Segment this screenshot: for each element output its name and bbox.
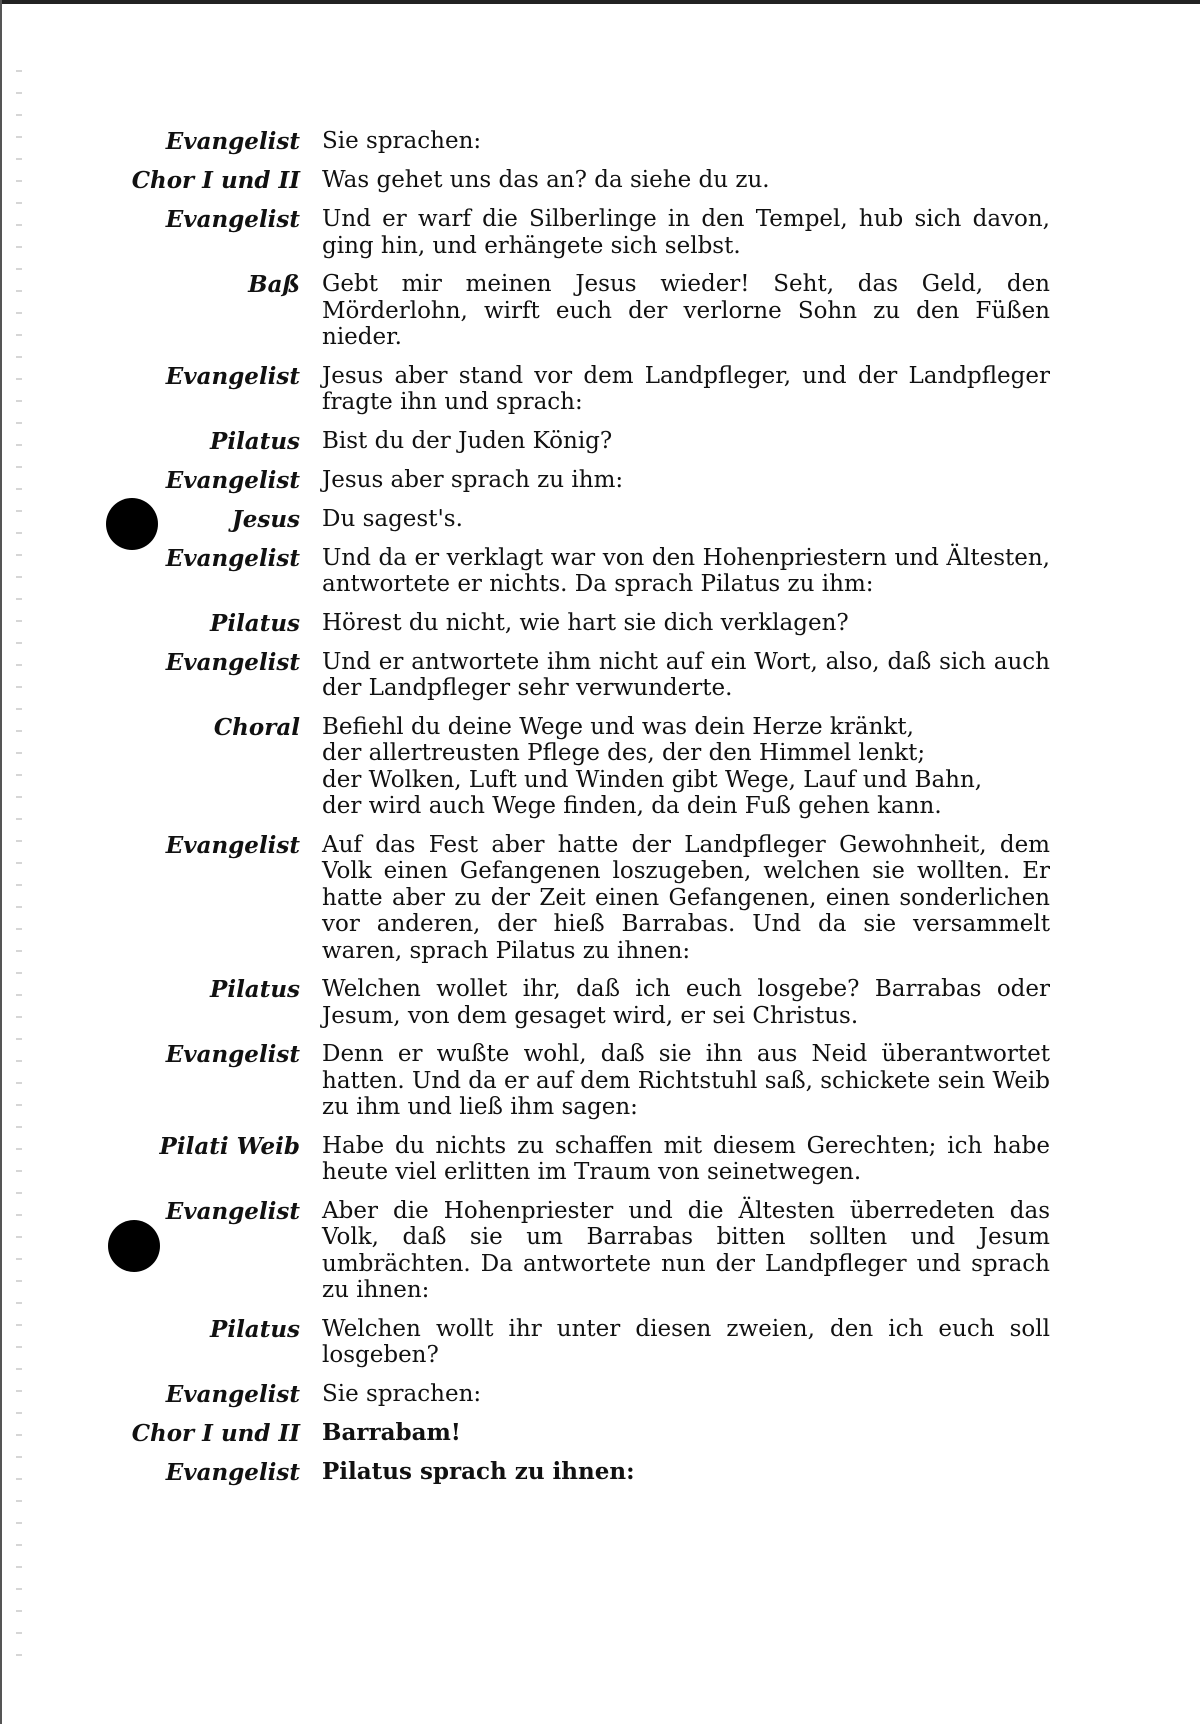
speaker-label: Evangelist <box>165 648 300 676</box>
libretto-entry <box>110 363 1050 416</box>
sung-text: Sie sprachen: <box>322 128 482 154</box>
sung-text: Und er warf die Silberlinge in den Tempel, hub sich davon, ging hin, und erhängete sich selbst. <box>322 206 1050 259</box>
speaker-label: Pilati Weib <box>159 1132 300 1160</box>
scan-specks <box>16 70 22 1670</box>
sung-text: Sie sprachen: <box>322 1380 482 1407</box>
speaker-label: Evangelist <box>165 831 300 859</box>
sung-text: Gebt mir meinen Jesus wieder! Seht, das Geld, den Mörderlohn, wirft euch der verlorne Sohn zu den Füßen nieder. <box>322 271 1050 350</box>
speaker-label: Evangelist <box>165 1041 300 1068</box>
sung-text: Was gehet uns das an? da siehe du zu. <box>322 167 770 193</box>
sung-text: Und er antwortete ihm nicht auf ein Wort, also, daß sich auch der Landpfleger sehr verwunderte. <box>322 648 1050 701</box>
speaker-label: Jesus <box>231 505 300 533</box>
speaker-label: Evangelist <box>165 1380 300 1408</box>
libretto-entry <box>110 1198 1050 1304</box>
libretto-entry <box>110 714 1050 820</box>
sung-text: Du sagest's. <box>322 505 463 532</box>
libretto-entry <box>110 1420 1050 1447</box>
libretto-entry <box>110 1459 1050 1486</box>
libretto-entry <box>110 832 1050 965</box>
speaker-label: Evangelist <box>165 544 300 572</box>
speaker-label: Evangelist <box>165 1458 300 1486</box>
page-left-edge <box>0 0 2 1724</box>
libretto-entry <box>110 1041 1050 1121</box>
sung-text: Jesus aber stand vor dem Landpfleger, und der Landpfleger fragte ihn und sprach: <box>322 362 1050 415</box>
sung-text: Jesus aber sprach zu ihm: <box>322 466 624 493</box>
choral-text: Befiehl du deine Wege und was dein Herze kränkt, der allertreusten Pflege des, der den Himmel lenkt; der Wolken, Luft und Winden gibt Wege, Lauf und Bahn, der wird auch Wege finden, da dein Fuß gehen kann. <box>322 713 983 819</box>
page-top-edge <box>0 0 1200 4</box>
speaker-label: Evangelist <box>165 1197 300 1225</box>
libretto-entry <box>110 128 1050 155</box>
libretto-entry <box>110 506 1050 533</box>
sung-text: Und da er verklagt war von den Hohenpriestern und Ältesten, antwortete er nichts. Da sprach Pilatus zu ihm: <box>322 544 1050 597</box>
sung-text: Welchen wollet ihr, daß ich euch losgebe? Barrabas oder Jesum, von dem gesaget wird, er sei Christus. <box>322 976 1050 1029</box>
libretto-entry <box>110 545 1050 598</box>
speaker-label: Pilatus <box>210 1315 300 1343</box>
libretto-text <box>110 128 1050 1498</box>
libretto-entry <box>110 428 1050 455</box>
speaker-label: Evangelist <box>165 128 300 155</box>
libretto-entry <box>110 167 1050 194</box>
libretto-entry <box>110 467 1050 494</box>
sung-text: Aber die Hohenpriester und die Ältesten überredeten das Volk, daß sie um Barrabas bitten sollten und Jesum umbrächten. Da antwortete nun der Landpfleger und sprach zu ihnen: <box>322 1197 1050 1303</box>
speaker-label: Pilatus <box>210 976 300 1003</box>
speaker-label: Choral <box>213 713 300 741</box>
libretto-entry <box>110 1316 1050 1369</box>
speaker-label: Pilatus <box>210 609 300 637</box>
sung-text: Barrabam! <box>322 1418 461 1446</box>
sung-text: Denn er wußte wohl, daß sie ihn aus Neid überantwortet hatten. Und da er auf dem Richtstuhl saß, schickete sein Weib zu ihm und ließ ihm sagen: <box>322 1041 1051 1120</box>
libretto-entry <box>110 271 1050 351</box>
sung-text: Bist du der Juden König? <box>322 427 613 454</box>
libretto-entry <box>110 976 1050 1029</box>
sung-text: Auf das Fest aber hatte der Landpfleger Gewohnheit, dem Volk einen Gefangenen loszugeben, welchen sie wollten. Er hatte aber zu der Zeit einen Gefangenen, einen sonderlichen vor anderen, der hieß Barrabas. Und da sie versammelt waren, sprach Pilatus zu ihnen: <box>322 831 1050 964</box>
speaker-label: Evangelist <box>165 206 300 233</box>
speaker-label: Pilatus <box>210 427 300 455</box>
libretto-entry <box>110 610 1050 637</box>
speaker-label: Chor I und II <box>131 1419 300 1447</box>
speaker-label: Baß <box>248 271 300 298</box>
sung-text: Welchen wollt ihr unter diesen zweien, den ich euch soll losgeben? <box>322 1315 1050 1368</box>
speaker-label: Evangelist <box>165 466 300 494</box>
speaker-label: Evangelist <box>165 362 300 390</box>
speaker-label: Chor I und II <box>131 167 300 194</box>
libretto-entry <box>110 1381 1050 1408</box>
sung-text: Habe du nichts zu schaffen mit diesem Gerechten; ich habe heute viel erlitten im Traum von seinetwegen. <box>322 1132 1050 1185</box>
sung-text: Hörest du nicht, wie hart sie dich verklagen? <box>322 609 849 636</box>
libretto-entry <box>110 206 1050 259</box>
libretto-entry <box>110 649 1050 702</box>
sung-text: Pilatus sprach zu ihnen: <box>322 1457 635 1485</box>
libretto-entry <box>110 1133 1050 1186</box>
